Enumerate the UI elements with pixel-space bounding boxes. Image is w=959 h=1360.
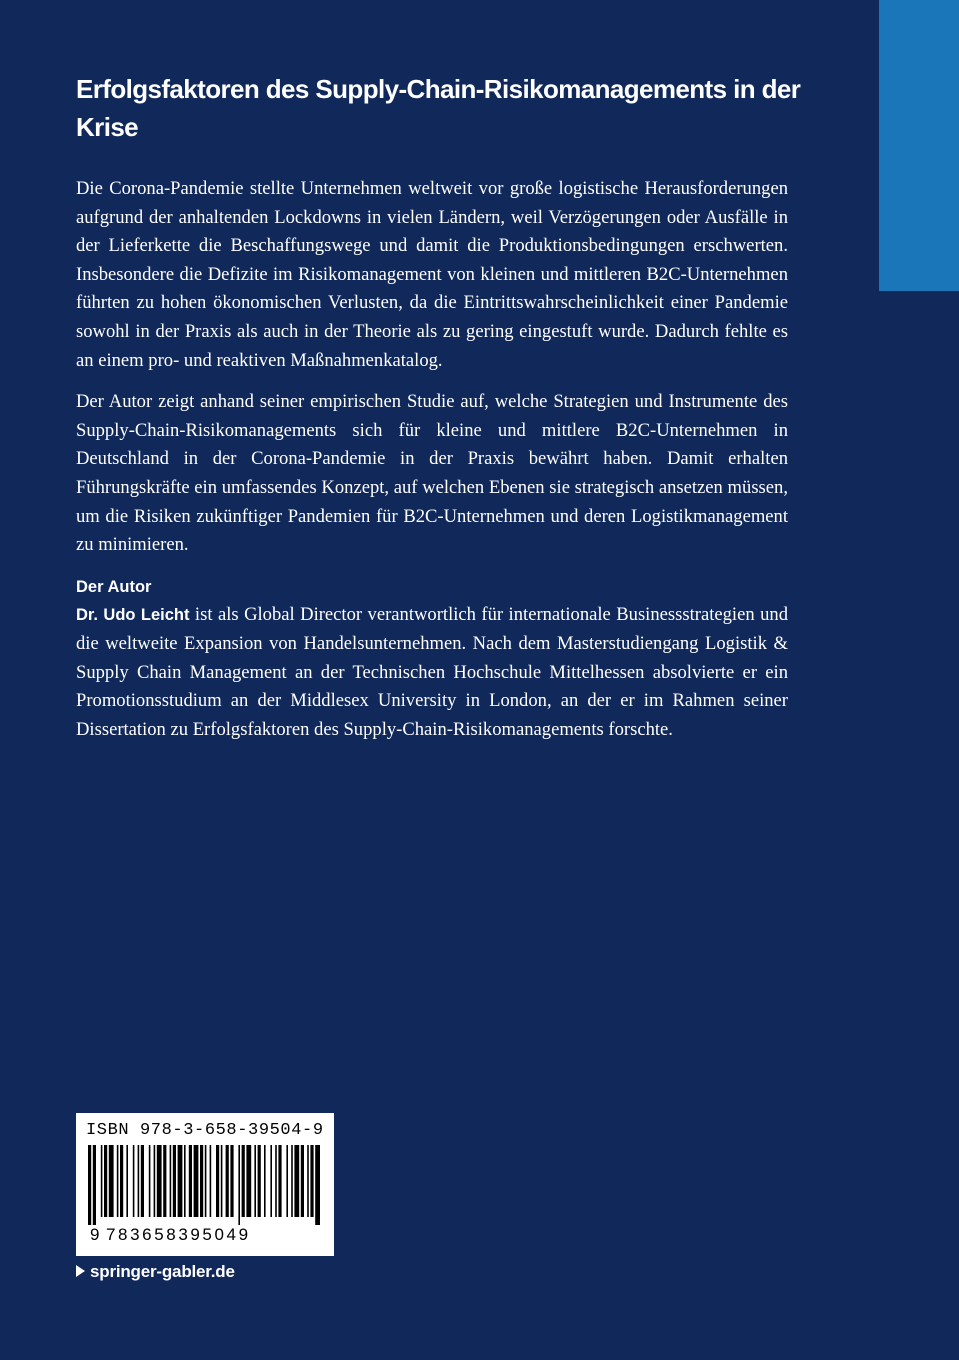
arrow-right-icon [76, 1265, 85, 1277]
blurb [76, 175, 788, 757]
blurb-paragraph-2: Der Autor zeigt anhand seiner empirischen Studie auf, welche Strategien und Instrumente des Supply-Chain-Risikomanagements sich für kleine und mittlere B2C-Unternehmen in Deutschland in der Corona-Pandemie in der Praxis bewährt haben. Damit erhalten Führungskräfte ein umfassendes Konzept, auf welchen Ebenen sie strategisch ansetzen müssen, um die Risiken zukünftiger Pandemien für B2C-Unternehmen und deren Logistikmanagement zu minimieren. [76, 391, 788, 556]
author-bio-paragraph [76, 601, 788, 744]
isbn-barcode [76, 1113, 334, 1256]
blurb-paragraph-1: Die Corona-Pandemie stellte Unternehmen weltweit vor große logistische Herausforderungen aufgrund der anhaltenden Lockdowns in vielen Ländern, weil Verzögerungen oder Ausfälle in der Lieferkette die Beschaffungswege und damit die Produktionsbedingungen erschwerten. Insbesondere die Defizite im Risikomanagement von kleinen und mittleren B2C-Unternehmen führten zu hohen ökonomischen Verlusten, da die Eintrittswahrscheinlichkeit einer Pandemie sowohl in der Praxis als auch in der Theorie als zu gering eingestuft wurde. Dadurch fehlte es an einem pro- und reaktiven Maßnahmenkatalog. [76, 178, 788, 371]
barcode-icon [88, 1145, 322, 1225]
publisher-link[interactable] [76, 1262, 235, 1282]
ean-digits: 783658395049 [106, 1225, 251, 1244]
publisher-label: springer-gabler.de [90, 1262, 235, 1281]
author-heading: Der Autor [76, 577, 152, 596]
isbn-label: ISBN 978-3-658-39504-9 [86, 1121, 324, 1140]
ean-first-digit: 9 [90, 1225, 100, 1244]
author-name: Dr. Udo Leicht [76, 606, 190, 625]
book-title: Erfolgsfaktoren des Supply-Chain-Risikomanagements in der Krise [76, 74, 801, 142]
accent-bar [879, 0, 959, 291]
author-bio: ist als Global Director verantwortlich für internationale Businessstrategien und die weltweite Expansion von Handelsunternehmen. Nach dem Masterstudiengang Logistik & Supply Chain Management an der Technischen Hochschule Mittelhessen absolvierte er ein Promotionsstudium an der Middlesex University in London, an der er im Rahmen seiner Dissertation zu Erfolgsfaktoren des Supply-Chain-Risikomanagements forschte. [76, 604, 788, 740]
